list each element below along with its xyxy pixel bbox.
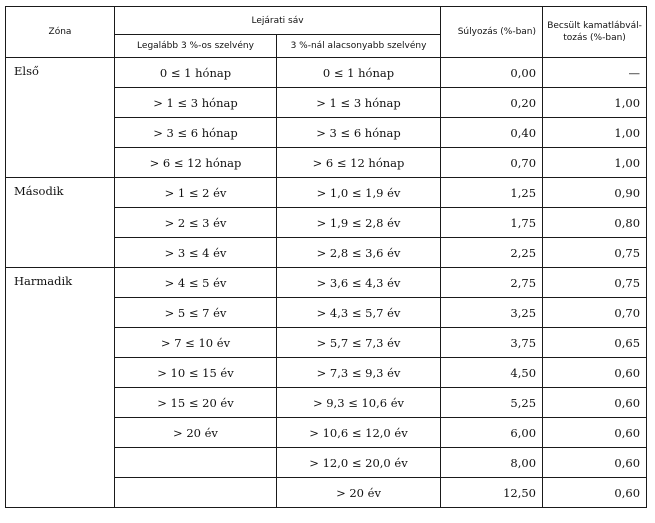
table-row bbox=[6, 268, 647, 298]
weight-cell: 3,25 bbox=[441, 298, 543, 328]
band-cell-a: > 2 ≤ 3 év bbox=[115, 208, 277, 238]
weight-cell: 0,00 bbox=[441, 58, 543, 88]
header-sulyozas: Súlyozás (%-ban) bbox=[441, 7, 543, 58]
rate-change-cell: 0,75 bbox=[543, 268, 647, 298]
band-cell-b: > 1 ≤ 3 hónap bbox=[277, 88, 441, 118]
weight-cell: 2,25 bbox=[441, 238, 543, 268]
zone-cell-third: Harmadik bbox=[6, 268, 115, 508]
rate-change-cell: 0,65 bbox=[543, 328, 647, 358]
table-row bbox=[6, 178, 647, 208]
table-body bbox=[6, 58, 647, 508]
rate-change-cell: 0,60 bbox=[543, 418, 647, 448]
band-cell-b: > 2,8 ≤ 3,6 év bbox=[277, 238, 441, 268]
rate-change-cell: — bbox=[543, 58, 647, 88]
weight-cell: 4,50 bbox=[441, 358, 543, 388]
header-becsult-line1: Becsült kamatlábvál- bbox=[547, 21, 642, 31]
header-becsult-line2: tozás (%-ban) bbox=[563, 33, 626, 43]
band-cell-a: > 4 ≤ 5 év bbox=[115, 268, 277, 298]
band-cell-a: > 20 év bbox=[115, 418, 277, 448]
header-alacsonyabb-szelveny: 3 %-nál alacsonyabb szelvény bbox=[277, 35, 441, 58]
band-cell-b: > 10,6 ≤ 12,0 év bbox=[277, 418, 441, 448]
band-cell-b: > 1,9 ≤ 2,8 év bbox=[277, 208, 441, 238]
maturity-table-container bbox=[5, 6, 647, 508]
band-cell-a: > 6 ≤ 12 hónap bbox=[115, 148, 277, 178]
weight-cell: 6,00 bbox=[441, 418, 543, 448]
weight-cell: 5,25 bbox=[441, 388, 543, 418]
weight-cell: 3,75 bbox=[441, 328, 543, 358]
weight-cell: 0,20 bbox=[441, 88, 543, 118]
weight-cell: 12,50 bbox=[441, 478, 543, 508]
rate-change-cell: 1,00 bbox=[543, 118, 647, 148]
band-cell-b: > 3,6 ≤ 4,3 év bbox=[277, 268, 441, 298]
weight-cell: 1,25 bbox=[441, 178, 543, 208]
header-zona: Zóna bbox=[6, 7, 115, 58]
band-cell-b: > 5,7 ≤ 7,3 év bbox=[277, 328, 441, 358]
band-cell-a: > 7 ≤ 10 év bbox=[115, 328, 277, 358]
band-cell-b: > 3 ≤ 6 hónap bbox=[277, 118, 441, 148]
band-cell-b: > 6 ≤ 12 hónap bbox=[277, 148, 441, 178]
band-cell-b: > 1,0 ≤ 1,9 év bbox=[277, 178, 441, 208]
rate-change-cell: 1,00 bbox=[543, 88, 647, 118]
band-cell-b: > 12,0 ≤ 20,0 év bbox=[277, 448, 441, 478]
band-cell-b: > 20 év bbox=[277, 478, 441, 508]
band-cell-a: > 10 ≤ 15 év bbox=[115, 358, 277, 388]
band-cell-a: > 1 ≤ 3 hónap bbox=[115, 88, 277, 118]
weight-cell: 0,40 bbox=[441, 118, 543, 148]
band-cell-a: 0 ≤ 1 hónap bbox=[115, 58, 277, 88]
band-cell-b: > 9,3 ≤ 10,6 év bbox=[277, 388, 441, 418]
band-cell-b: > 4,3 ≤ 5,7 év bbox=[277, 298, 441, 328]
band-cell-a: > 3 ≤ 6 hónap bbox=[115, 118, 277, 148]
rate-change-cell: 0,60 bbox=[543, 448, 647, 478]
band-cell-a: > 15 ≤ 20 év bbox=[115, 388, 277, 418]
weight-cell: 2,75 bbox=[441, 268, 543, 298]
band-cell-b: > 7,3 ≤ 9,3 év bbox=[277, 358, 441, 388]
rate-change-cell: 1,00 bbox=[543, 148, 647, 178]
band-cell-a: > 3 ≤ 4 év bbox=[115, 238, 277, 268]
band-cell-a: > 5 ≤ 7 év bbox=[115, 298, 277, 328]
rate-change-cell: 0,60 bbox=[543, 358, 647, 388]
header-legalabb-3-szelveny: Legalább 3 %-os szelvény bbox=[115, 35, 277, 58]
rate-change-cell: 0,75 bbox=[543, 238, 647, 268]
weight-cell: 1,75 bbox=[441, 208, 543, 238]
band-cell-b: 0 ≤ 1 hónap bbox=[277, 58, 441, 88]
band-cell-a bbox=[115, 478, 277, 508]
band-cell-a bbox=[115, 448, 277, 478]
maturity-band-table bbox=[5, 6, 647, 508]
table-row bbox=[6, 58, 647, 88]
zone-cell-second: Második bbox=[6, 178, 115, 268]
rate-change-cell: 0,60 bbox=[543, 388, 647, 418]
zone-cell-first: Első bbox=[6, 58, 115, 178]
header-lejarati-sav: Lejárati sáv bbox=[115, 7, 441, 35]
weight-cell: 8,00 bbox=[441, 448, 543, 478]
rate-change-cell: 0,90 bbox=[543, 178, 647, 208]
rate-change-cell: 0,60 bbox=[543, 478, 647, 508]
band-cell-a: > 1 ≤ 2 év bbox=[115, 178, 277, 208]
rate-change-cell: 0,70 bbox=[543, 298, 647, 328]
header-becsult-kamatlab bbox=[543, 7, 647, 58]
rate-change-cell: 0,80 bbox=[543, 208, 647, 238]
weight-cell: 0,70 bbox=[441, 148, 543, 178]
